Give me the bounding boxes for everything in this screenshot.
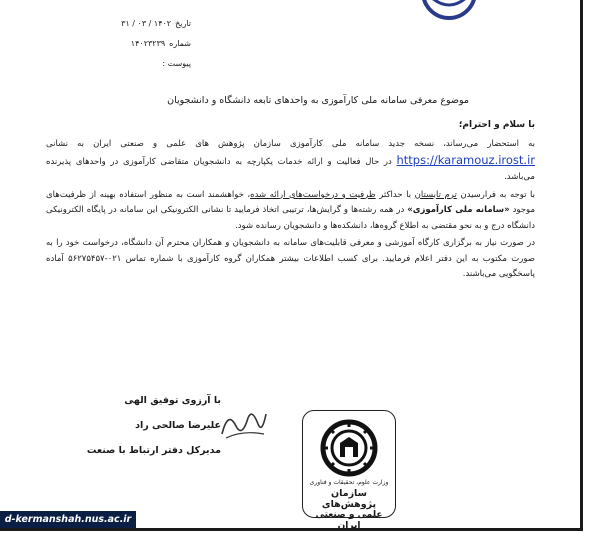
- attachment-label: پیوست :: [162, 59, 191, 68]
- attachment-row: [121, 56, 191, 72]
- closing-text: با آرزوی توفیق الهی: [124, 395, 221, 406]
- p2-underline-2: ظرفیت و درخواست‌های ارائه شده: [250, 189, 376, 200]
- letter-body: [46, 137, 535, 285]
- number-value: ۱۴۰۲۳۲۳۹: [130, 39, 166, 48]
- signer-title: مدیرکل دفتر ارتباط با صنعت: [86, 445, 221, 456]
- signature-block: [87, 388, 221, 463]
- signer-name: علیرضا صالحی راد: [135, 420, 221, 431]
- p2-underline-1: ترم تابستان: [414, 189, 457, 200]
- org-ministry: وزارت علوم، تحقیقات و فناوری: [309, 479, 389, 486]
- number-row: [121, 36, 191, 52]
- org-name-line2: سازمان پژوهش‌های: [321, 488, 377, 510]
- handwritten-signature: [218, 404, 268, 442]
- date-value: ۱۴۰۲ / ۰۳ / ۳۱: [121, 19, 172, 28]
- paragraph-2: [46, 188, 535, 235]
- p2-bold-system: «سامانه ملی کارآموزی»: [407, 205, 510, 215]
- org-name: [307, 477, 391, 532]
- org-name-line3: علمی و صنعتی ایران: [315, 510, 383, 531]
- letter-subject: موضوع معرفی سامانه ملی کارآموزی به واحدهای تابعه دانشگاه و دانشجویان: [167, 95, 469, 106]
- p1-text-b: در حال فعالیت و ارائه خدمات یکپارچه به دانشجویان متقاضی کارآموزی در واحدهای پذیرنده می‌باشد.: [46, 156, 535, 182]
- org-logo-box: [302, 410, 396, 531]
- karamouz-link[interactable]: https://karamouz.irost.ir: [396, 152, 536, 167]
- paragraph-1: [46, 137, 535, 186]
- paragraph-3: در صورت نیاز به برگزاری کارگاه آموزشی و معرفی قابلیت‌های سامانه به دانشجویان و همکاران محترم آن دانشگاه، درخواست خود را به صورت مکتوب به این دفتر اعلام فرمایید. برای کسب اطلاعات بیشتر همکاران گروه کارآموزی با شماره تماس ۰۲۱-۵۶۲۷۵۴۵۷ آماده پاسخگویی می‌باشند.: [46, 238, 536, 279]
- emblem-logo-top: [418, 0, 480, 20]
- p2-text-c: ، خواهشمند است به منظور استفاده بهینه از ظرفیت‌های موجود: [46, 189, 535, 215]
- p2-text-b: با حداکثر: [379, 189, 412, 200]
- number-label: شماره: [169, 39, 191, 48]
- site-watermark: d-kermanshah.nus.ac.ir: [0, 511, 136, 528]
- letter-greeting: با سلام و احترام؛: [458, 120, 535, 130]
- p1-text-a: به استحضار می‌رساند، نسخه جدید سامانه ملی کارآموزی سازمان پژوهش های علمی و صنعتی ایران به نشانی: [46, 139, 535, 149]
- date-label: تاریخ: [175, 19, 191, 28]
- date-row: [121, 16, 191, 32]
- p2-text-a: با توجه به فرارسیدن: [460, 189, 536, 200]
- letter-meta: [121, 16, 191, 72]
- p2-text-d: در همه رشته‌ها و گرایش‌ها، ترتیبی اتخاذ فرمایید تا نشانی الکترونیکی این سامانه در پایگاه الکترونیکی دانشگاه درج و به نحو مقتضی به اطلاع گروه‌ها، دانشکده‌ها و دانشجویان رسانده شود.: [46, 205, 535, 231]
- org-emblem-icon: [320, 419, 378, 477]
